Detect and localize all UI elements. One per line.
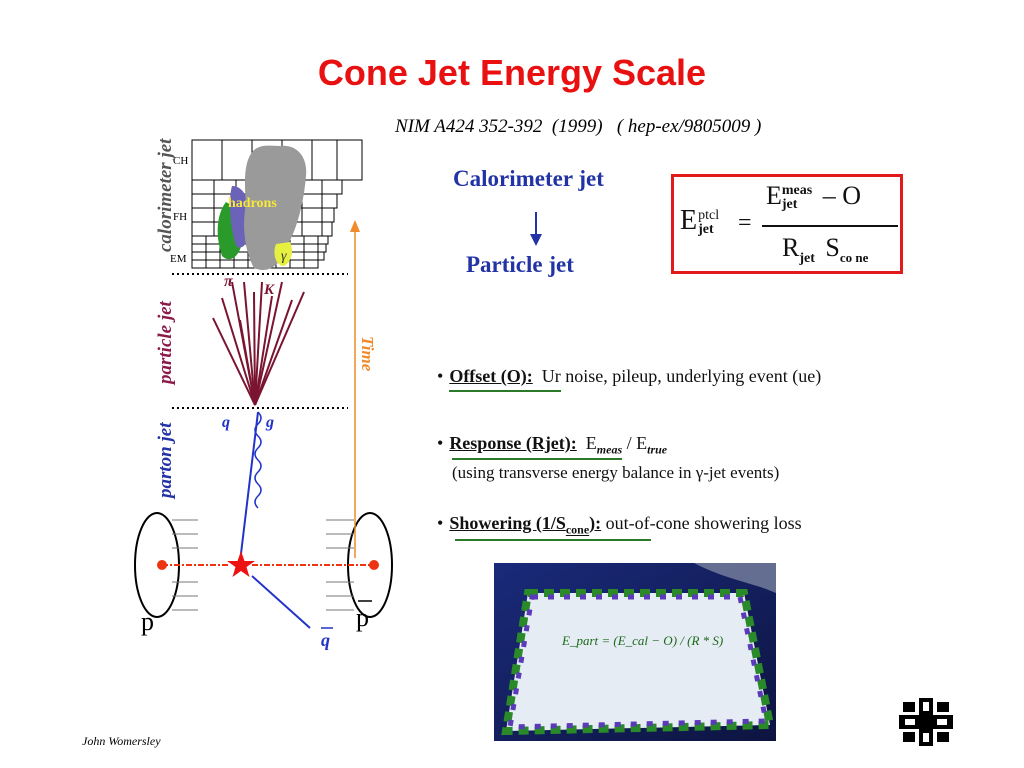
formula-fraction-bar	[762, 225, 898, 227]
antiquark-line	[252, 576, 310, 628]
reference-citation: NIM A424 352-392 (1999) ( hep-ex/9805009 )	[395, 116, 762, 137]
cake-photo	[494, 563, 776, 741]
gamma-label: γ	[281, 249, 287, 264]
formula-den-s-sub: co ne	[839, 250, 869, 266]
bullet-dot: •	[437, 366, 444, 386]
layer-ch-label: CH	[173, 155, 189, 167]
formula-lhs-e: E	[680, 205, 698, 236]
antiproton-label: p	[356, 603, 369, 632]
particle-jet-region-label: particle jet	[155, 301, 176, 384]
time-arrow-head-icon	[350, 220, 360, 232]
response-e2-sub: true	[647, 442, 668, 457]
formula-num-minus: – O	[822, 181, 861, 210]
response-heading: Response (Rjet):	[449, 433, 577, 453]
particle-jet-heading: Particle jet	[466, 252, 574, 277]
offset-underline	[449, 390, 561, 392]
response-underline	[452, 458, 622, 460]
showering-heading: Showering (1/S	[449, 513, 566, 533]
antiproton-dot	[369, 560, 379, 570]
response-e1: E	[585, 433, 597, 453]
formula-denominator	[782, 233, 868, 267]
parton-jet-region-label: parton jet	[155, 422, 176, 498]
slide-title: Cone Jet Energy Scale	[317, 52, 707, 93]
formula-lhs-sub: jet	[698, 221, 714, 237]
offset-text: Ur noise, pileup, underlying event (ue)	[541, 366, 822, 386]
jet-evolution-diagram	[125, 105, 395, 660]
layer-fh-label: FH	[173, 211, 188, 223]
hadrons-label: hadrons	[228, 196, 277, 211]
bullet-offset	[437, 366, 821, 387]
formula-lhs-sup: ptcl	[698, 207, 720, 223]
pion-label: π	[224, 273, 233, 290]
gluon-line	[255, 412, 261, 508]
antiquark-label: q	[321, 630, 330, 650]
time-label: Time	[358, 336, 377, 372]
gluon-label: g	[266, 414, 274, 431]
quark-line	[240, 412, 258, 562]
formula-equals: =	[738, 210, 752, 236]
down-arrow-icon	[528, 210, 544, 250]
response-e1-sub: meas	[596, 442, 623, 457]
cake-formula-text: E_part = (E_cal − O) / (R * S)	[562, 633, 724, 648]
showering-heading-sub: cone	[565, 522, 590, 537]
kaon-label: K	[264, 282, 275, 298]
quark-label: q	[222, 414, 230, 431]
bullet-dot: •	[437, 513, 444, 533]
calorimeter-jet-heading: Calorimeter jet	[453, 166, 604, 191]
formula-numerator	[766, 181, 861, 212]
offset-heading: Offset (O):	[449, 366, 533, 386]
particle-tracks	[213, 282, 304, 405]
formula-lhs	[680, 205, 719, 237]
formula-den-r: R	[782, 233, 800, 262]
formula-den-r-sub: jet	[799, 251, 815, 267]
showering-text: out-of-cone showering loss	[605, 513, 802, 533]
calorimeter-jet-region-label: calorimeter jet	[155, 138, 176, 252]
formula-den-s: S	[825, 233, 840, 262]
bullet-dot: •	[437, 433, 444, 453]
footer-author: John Womersley	[82, 734, 161, 748]
bullet-showering	[437, 513, 802, 538]
formula-num-e: E	[766, 181, 782, 210]
proton-dot	[157, 560, 167, 570]
collision-star-icon	[227, 551, 255, 577]
proton-label: p	[141, 607, 154, 636]
energy-scale-formula-box	[671, 174, 903, 274]
formula-num-sub: jet	[781, 197, 798, 213]
fermilab-logo-icon	[899, 698, 953, 746]
response-slash: / E	[622, 433, 648, 453]
showering-heading-close: ):	[589, 513, 602, 533]
bullet-response	[437, 433, 667, 458]
formula-num-sup: meas	[781, 183, 813, 199]
response-note: (using transverse energy balance in γ-jet events)	[452, 463, 780, 482]
layer-em-label: EM	[170, 253, 187, 265]
showering-underline	[455, 539, 651, 541]
